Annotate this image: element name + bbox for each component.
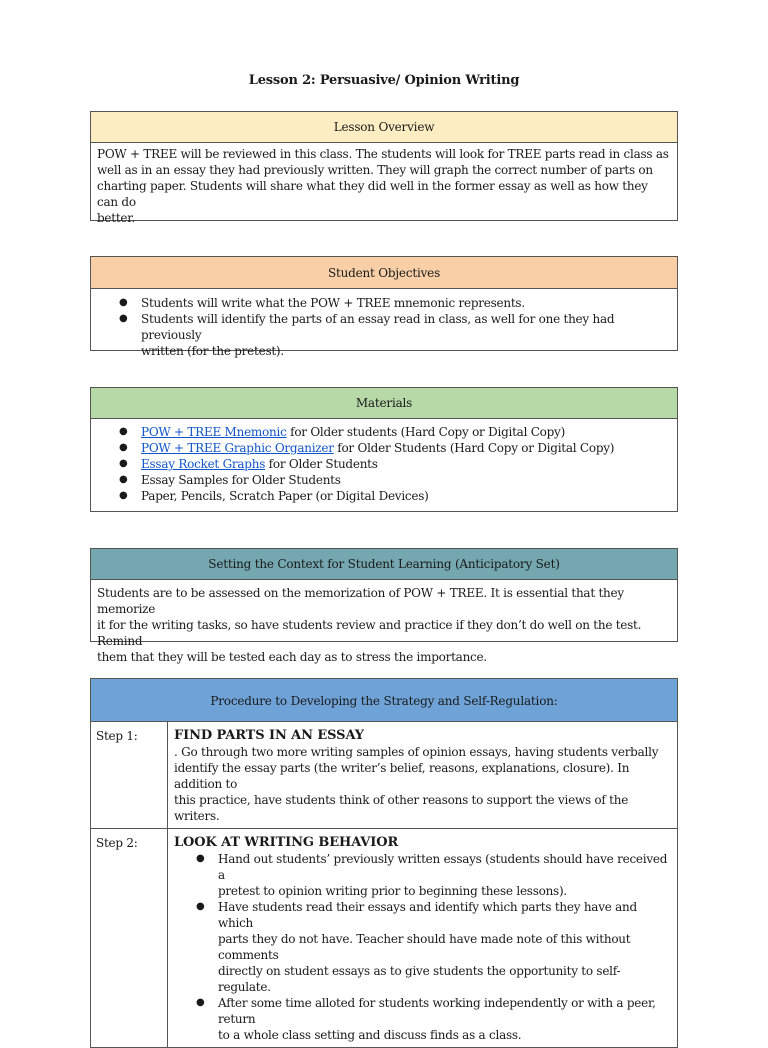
material-text: for Older Students <box>265 457 378 471</box>
bullet-icon: ● <box>196 997 205 1008</box>
procedure-table <box>90 721 678 1048</box>
materials-box <box>90 387 678 512</box>
step-line: parts they do not have. Teacher should have made note of this without comments <box>218 932 631 962</box>
step-line: identify the essay parts (the writer’s belief, reasons, explanations, closure). In addition to <box>174 761 630 791</box>
step-label: Step 2: <box>91 829 168 1048</box>
procedure-step-row <box>91 722 678 829</box>
bullet-icon: ● <box>119 297 128 308</box>
bullet-icon: ● <box>196 901 205 912</box>
step-content <box>168 829 678 1048</box>
bullet-icon: ● <box>119 458 128 469</box>
step-line: Have students read their essays and identify which parts they have and which <box>218 900 637 930</box>
procedure-step-row <box>91 829 678 1048</box>
step-label: Step 1: <box>91 722 168 829</box>
step-line: this practice, have students think of other reasons to support the views of the writers. <box>174 793 629 823</box>
step-line: . Go through two more writing samples of opinion essays, having students verbally <box>174 745 659 759</box>
objective-line: Students will write what the POW + TREE mnemonic represents. <box>141 296 525 310</box>
student-objectives-box <box>90 256 678 358</box>
overview-line: charting paper. Students will share what they did well in the former essay as well as how they can do <box>97 179 648 209</box>
overview-line: better. <box>97 211 136 225</box>
context-line: them that they will be tested each day as to stress the importance. <box>97 650 487 664</box>
objective-item <box>119 311 671 359</box>
pow-tree-mnemonic-link[interactable]: POW + TREE Mnemonic <box>141 425 287 439</box>
overview-line: well as in an essay they had previously written. They will graph the correct number of parts on <box>97 163 653 177</box>
material-item <box>119 456 671 472</box>
material-item <box>119 440 671 456</box>
bullet-icon: ● <box>119 490 128 501</box>
procedure-header: Procedure to Developing the Strategy and Self-Regulation: <box>91 679 677 722</box>
context-box <box>90 548 678 664</box>
step-line: Hand out students’ previously written essays (students should have received a <box>218 852 668 882</box>
step-content <box>168 722 678 829</box>
bullet-icon: ● <box>196 853 205 864</box>
bullet-icon: ● <box>119 442 128 453</box>
context-line: Students are to be assessed on the memorization of POW + TREE. It is essential that they memorize <box>97 586 624 616</box>
context-body <box>91 580 677 669</box>
step-line: pretest to opinion writing prior to beginning these lessons). <box>218 884 567 898</box>
lesson-overview-header: Lesson Overview <box>91 112 677 143</box>
bullet-icon: ● <box>119 426 128 437</box>
objective-line: Students will identify the parts of an essay read in class, as well for one they had previously <box>141 312 615 342</box>
step-line: directly on student essays as to give students the opportunity to self-regulate. <box>218 964 621 994</box>
objective-line: written (for the pretest). <box>141 344 284 358</box>
student-objectives-body <box>91 289 677 363</box>
overview-line: POW + TREE will be reviewed in this class. The students will look for TREE parts read in class as <box>97 147 669 161</box>
context-line: it for the writing tasks, so have students review and practice if they don’t do well on the test. Remind <box>97 618 642 648</box>
material-item <box>119 472 671 488</box>
step-bullet-item <box>196 995 671 1043</box>
materials-body <box>91 419 677 508</box>
lesson-overview-body <box>91 143 677 230</box>
material-item <box>119 424 671 440</box>
materials-header: Materials <box>91 388 677 419</box>
student-objectives-header: Student Objectives <box>91 257 677 289</box>
procedure-box <box>90 678 678 1042</box>
context-header: Setting the Context for Student Learning (Anticipatory Set) <box>91 549 677 580</box>
essay-rocket-graphs-link[interactable]: Essay Rocket Graphs <box>141 457 266 471</box>
material-text: for Older students (Hard Copy or Digital Copy) <box>286 425 566 439</box>
step-title: FIND PARTS IN AN ESSAY <box>174 728 364 743</box>
step-line: After some time alloted for students working independently or with a peer, return <box>218 996 656 1026</box>
material-text: for Older Students (Hard Copy or Digital Copy) <box>333 441 615 455</box>
step-title: LOOK AT WRITING BEHAVIOR <box>174 835 399 850</box>
pow-tree-graphic-organizer-link[interactable]: POW + TREE Graphic Organizer <box>141 441 334 455</box>
material-text: Paper, Pencils, Scratch Paper (or Digital Devices) <box>141 489 429 503</box>
bullet-icon: ● <box>119 474 128 485</box>
page-title: Lesson 2: Persuasive/ Opinion Writing <box>248 73 520 88</box>
step-bullet-item <box>196 851 671 899</box>
material-text: Essay Samples for Older Students <box>141 473 341 487</box>
material-item <box>119 488 671 504</box>
bullet-icon: ● <box>119 313 128 324</box>
objective-item <box>119 295 671 311</box>
step-line: to a whole class setting and discuss finds as a class. <box>218 1028 522 1042</box>
step-bullet-item <box>196 899 671 995</box>
lesson-overview-box <box>90 111 678 225</box>
